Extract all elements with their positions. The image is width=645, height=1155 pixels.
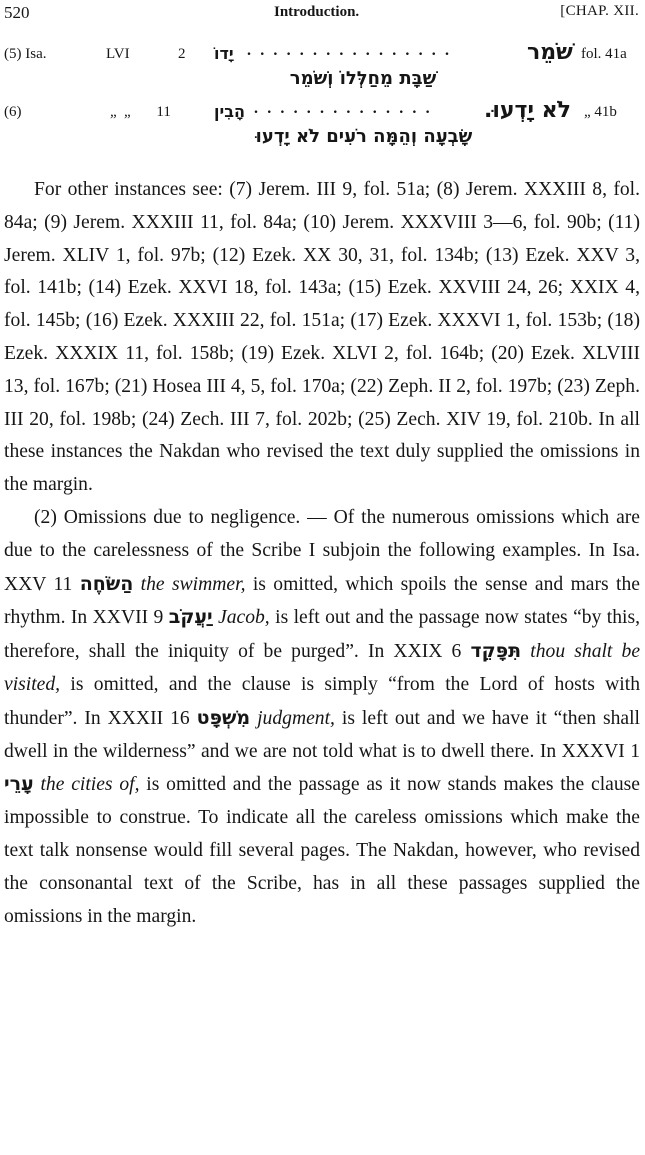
translation-italic: judgment, xyxy=(257,707,335,729)
folio-ref: „ 41b xyxy=(584,104,617,120)
page-number: 520 xyxy=(4,3,30,22)
entry-number: (6) xyxy=(4,104,22,120)
text-run: is omitted and the passage as it now stands makes the clause impossible to construe. To indicate all the careless omissions which make the text talk nonsense would fill several pages. The Nakdan, however, who revised the consonantal text of the Scribe, has in all these passages supplied the omissions in the margin. xyxy=(4,774,640,927)
chapter-label: [CHAP. XII. xyxy=(560,3,639,19)
text-run: is omitted, and the clause is simply “from the Lord of hosts with thunder”. In XXXII 16 xyxy=(4,673,640,729)
text-run: is left out and we have it “then shall dwell in the wilderness” and we are not told what is to dwell there. In XXXVI 1 xyxy=(4,707,640,762)
verse-line-5 xyxy=(4,42,639,70)
hebrew-end-word: הָבִין xyxy=(214,102,245,121)
leader-dots: . . . . . . . . . . . . . . . . xyxy=(247,42,452,59)
text-run: (2) Omissions due to negligence. — Of the numerous omissions which are due to the carelessness of the Scribe I subjoin the following examples. In Isa. XXV 11 xyxy=(4,506,640,595)
hebrew-word: מִשְׁפָּט xyxy=(196,706,251,729)
text-run: is omitted, which spoils the sense and mars the rhythm. In XXVII 9 xyxy=(4,573,640,629)
folio-ref: fol. 41a xyxy=(581,46,627,62)
text-run: is left out and the passage now states “by this, therefore, shall the iniquity of be purged”. In XXIX 6 xyxy=(4,607,640,663)
hebrew-word: יַעֲקֹב xyxy=(168,606,213,629)
hebrew-end-word: יָדוֹ xyxy=(214,44,234,63)
entry-chapter: „ xyxy=(110,104,117,120)
translation-italic: the cities of, xyxy=(40,774,140,796)
hebrew-word: תִּפָּקֵד xyxy=(470,640,522,663)
entry-verse: „ 11 xyxy=(124,104,171,120)
entry-number: (5) Isa. xyxy=(4,46,47,62)
running-header xyxy=(4,3,639,25)
verse-line-6 xyxy=(4,100,639,128)
hebrew-start-word: שֹׁמֵר xyxy=(527,40,573,65)
paragraph-negligence xyxy=(4,502,640,933)
entry-chapter: LVI xyxy=(106,46,130,62)
hebrew-subline-6: שָׂבְעָה וְהֵמָּה רֹעִים לֹא יָדְעוּ xyxy=(255,126,473,147)
translation-italic: thou shalt be visited, xyxy=(4,641,641,695)
leader-dots: . . . . . . . . . . . . . . xyxy=(254,100,433,117)
main-text xyxy=(4,174,640,933)
hebrew-word: הַשֹּׂחֶה xyxy=(79,572,134,595)
hebrew-subline-5: שַׁבָּת מֵחַלְּלוֹ וְשֹׁמֵר xyxy=(289,68,437,89)
running-title: Introduction. xyxy=(274,4,360,20)
entry-verse: 2 xyxy=(178,46,186,62)
paragraph-instances: For other instances see: (7) Jerem. III 9, fol. 51a; (8) Jerem. XXXIII 8, fol. 84a; (9) Jerem. XXXIII 11, fol. 84a; (10) Jerem. XXXVIII 3—6, fol. 90b; (11) Jerem. XLIV 1, fol. 97b; (12) Ezek. XX 30, 31, fol. 134b; (13) Ezek. XXV 3, fol. 141b; (14) Ezek. XXVI 18, fol. 143a; (15) Ezek. XXVIII 24, 26; XXIX 4, fol. 145b; (16) Ezek. XXXIII 22, fol. 151a; (17) Ezek. XXXVI 1, fol. 153b; (18) Ezek. XXXIX 11, fol. 158b; (19) Ezek. XLVI 2, fol. 164b; (20) Ezek. XLVIII 13, fol. 167b; (21) Hosea III 4, 5, fol. 170a; (22) Zeph. II 2, fol. 197b; (23) Zeph. III 20, fol. 198b; (24) Zech. III 7, fol. 202b; (25) Zech. XIV 19, fol. 210b. In all these instances the Nakdan who revised the text duly supplied the omissions in the margin. xyxy=(4,179,640,496)
hebrew-start-word: לֹא יָדְעוּ. xyxy=(484,98,571,123)
translation-italic: Jacob, xyxy=(218,607,270,629)
hebrew-word: עָרֵי xyxy=(4,773,34,796)
translation-italic: the swimmer, xyxy=(140,573,246,595)
